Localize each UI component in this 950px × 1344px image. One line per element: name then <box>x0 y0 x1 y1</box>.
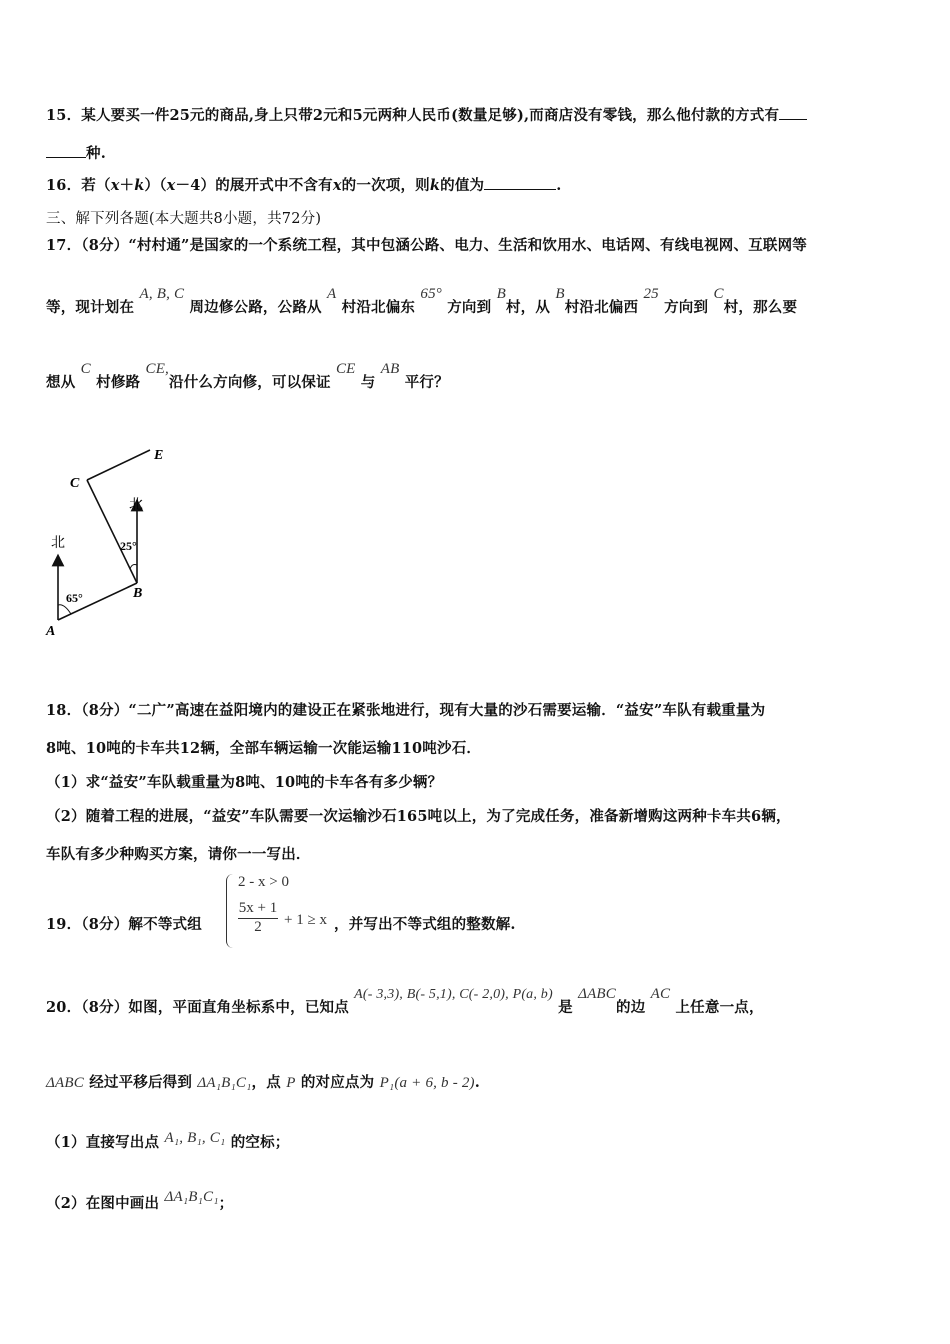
q17-math-b1: B <box>496 286 506 302</box>
q17-math-65: 65° <box>420 286 442 302</box>
label-angle-65: 65° <box>66 591 83 605</box>
label-e: E <box>154 448 164 463</box>
q20-l2-b: ，点 <box>251 1074 281 1091</box>
q16-minus: －4）的展开式中不含有 <box>175 177 333 194</box>
q15-line2 <box>46 142 106 163</box>
q17-line3 <box>46 361 449 392</box>
q20-math-tri-a1b1c1-2: ΔA₁B₁C₁ <box>164 1189 219 1205</box>
q16-plus: ＋ <box>119 177 135 194</box>
segment-bc <box>87 480 137 583</box>
q17-l2-a: 等，现计划在 <box>46 299 135 316</box>
q15-blank-a <box>779 107 807 120</box>
q17-math-ce1: CE, <box>145 361 170 377</box>
q18-line1: 18．（8分）“二广”高速在益阳境内的建设正在紧张地进行，现有大量的沙石需要运输．“益安”车队有载重量为 <box>46 702 766 719</box>
q15-text: 15．某人要买一件25元的商品,身上只带2元和5元两种人民币(数量足够),而商店没有零钱，那么他付款的方式有 <box>46 107 780 124</box>
q16-blank <box>484 177 556 190</box>
q19-brace <box>226 874 233 948</box>
segment-ce <box>87 450 150 480</box>
q17-line2 <box>46 286 798 317</box>
q19-suffix: ，并写出不等式组的整数解. <box>334 916 516 933</box>
q16-end: . <box>556 177 562 194</box>
q20-math-tri-abc2: ΔABC <box>46 1075 84 1091</box>
angle-arc-65 <box>58 605 71 614</box>
q18-line3: （1）求“益安”车队载重量为8吨、10吨的卡车各有多少辆？ <box>46 774 443 791</box>
q17-l3-b: 村修路 <box>96 374 141 391</box>
q18-line5: 车队有多少种购买方案，请你一一写出． <box>46 846 311 863</box>
q17-math-a: A <box>327 286 337 302</box>
q17-math-abc: A, B, C <box>139 286 185 302</box>
q20-line3 <box>46 1131 290 1152</box>
q20-math-a1b1c1: A₁, B₁, C₁ <box>164 1130 226 1146</box>
q15-blank-b <box>46 145 86 158</box>
q19-prefix: 19．（8分）解不等式组 <box>46 916 202 933</box>
q17-l2-b: 周边修公路，公路从 <box>189 299 322 316</box>
q17-l2-f: 村沿北偏西 <box>564 299 639 316</box>
q16-var-x3: x <box>332 177 342 194</box>
q17-l2-d: 方向到 <box>447 299 492 316</box>
q17-math-ab: AB <box>380 361 400 377</box>
q16-suffix: 的值为 <box>440 177 485 194</box>
q20-l3-b: 的空标； <box>230 1134 290 1151</box>
q17-l2-c: 村沿北偏东 <box>341 299 416 316</box>
q16-var-x2: x <box>166 177 176 194</box>
q20-l4-b: ； <box>218 1195 234 1212</box>
q17-l2-e: 村，从 <box>505 299 551 316</box>
label-b: B <box>133 586 143 601</box>
q19-ineq1: 2 - x > 0 <box>238 874 289 890</box>
q20-l2-a: 经过平移后得到 <box>89 1074 193 1091</box>
q20-l3-a: （1）直接写出点 <box>46 1134 160 1151</box>
q15-tail: 种. <box>86 145 106 162</box>
q20-math-ac: AC <box>650 986 671 1002</box>
q20-l1-b: 是 <box>558 999 573 1016</box>
q18-line4: （2）随着工程的进展，“益安”车队需要一次运输沙石165吨以上，为了完成任务，准备新增购这两种卡车共6辆， <box>46 808 791 825</box>
q16-var-x1: x <box>110 177 120 194</box>
q17-math-c2: C <box>80 361 91 377</box>
q15-line1 <box>46 104 807 125</box>
q17-l3-d: 与 <box>360 374 376 391</box>
q20-math-tri-abc: ΔABC <box>578 986 616 1002</box>
q17-l3-c: 沿什么方向修，可以保证 <box>169 374 331 391</box>
q17-math-25: 25 <box>643 286 659 302</box>
q17-math-ce2: CE <box>335 361 356 377</box>
q18-line2: 8吨、10吨的卡车共12辆，全部车辆运输一次能运输110吨沙石． <box>46 740 482 757</box>
q17-math-b2: B <box>555 286 565 302</box>
q19-fraction <box>238 900 278 936</box>
label-c: C <box>70 476 80 491</box>
label-north-b: 北 <box>129 498 143 513</box>
label-north-a: 北 <box>51 536 65 551</box>
q19-denominator: 2 <box>254 919 262 935</box>
q17-math-c: C <box>713 286 724 302</box>
q20-l4-a: （2）在图中画出 <box>46 1195 160 1212</box>
q17-l3-a: 想从 <box>46 374 76 391</box>
q16-var-k2: k <box>429 177 441 194</box>
q17-l3-e: 平行？ <box>404 374 449 391</box>
q20-math-tri-a1b1c1: ΔA₁B₁C₁ <box>197 1075 252 1091</box>
q20-l1-d: 上任意一点， <box>675 999 764 1016</box>
q16-var-k1: k <box>134 177 145 194</box>
q20-l2-c: 的对应点为 <box>300 1074 375 1091</box>
q19-inequality-system <box>226 872 336 952</box>
q20-line4 <box>46 1189 234 1213</box>
q17-l2-h: 村，那么要 <box>723 299 798 316</box>
q17-l2-g: 方向到 <box>664 299 709 316</box>
q20-l2-d: . <box>474 1074 480 1091</box>
q20-math-p1: P₁(a + 6, b - 2) <box>379 1075 475 1091</box>
q16-prefix: 16．若（ <box>46 177 111 194</box>
q19-after-frac: + 1 ≥ x <box>284 912 327 928</box>
q16-mid2: 的一次项，则 <box>341 177 430 194</box>
angle-arc-25 <box>130 565 137 570</box>
q19-numerator: 5x + 1 <box>238 900 278 919</box>
q16-line <box>46 174 561 195</box>
q17-figure <box>40 445 180 645</box>
label-angle-25: 25° <box>120 539 137 553</box>
label-a: A <box>46 624 56 639</box>
q20-math-points: A(- 3,3), B(- 5,1), C(- 2,0), P(a, b) <box>354 987 553 1002</box>
q16-mid1: ）（ <box>144 177 167 194</box>
section3-heading: 三、解下列各题(本大题共8小题，共72分) <box>46 211 322 227</box>
q17-line1: 17．（8分）“村村通”是国家的一个系统工程，其中包涵公路、电力、生活和饮用水、电话网、有线电视网、互联网等 <box>46 237 807 254</box>
q20-l1-a: 20．（8分）如图，平面直角坐标系中，已知点 <box>46 999 349 1016</box>
q20-line2 <box>46 1071 480 1092</box>
q20-l1-c: 的边 <box>616 999 646 1016</box>
q20-math-p: P <box>286 1075 296 1091</box>
q20-line1 <box>46 986 764 1017</box>
